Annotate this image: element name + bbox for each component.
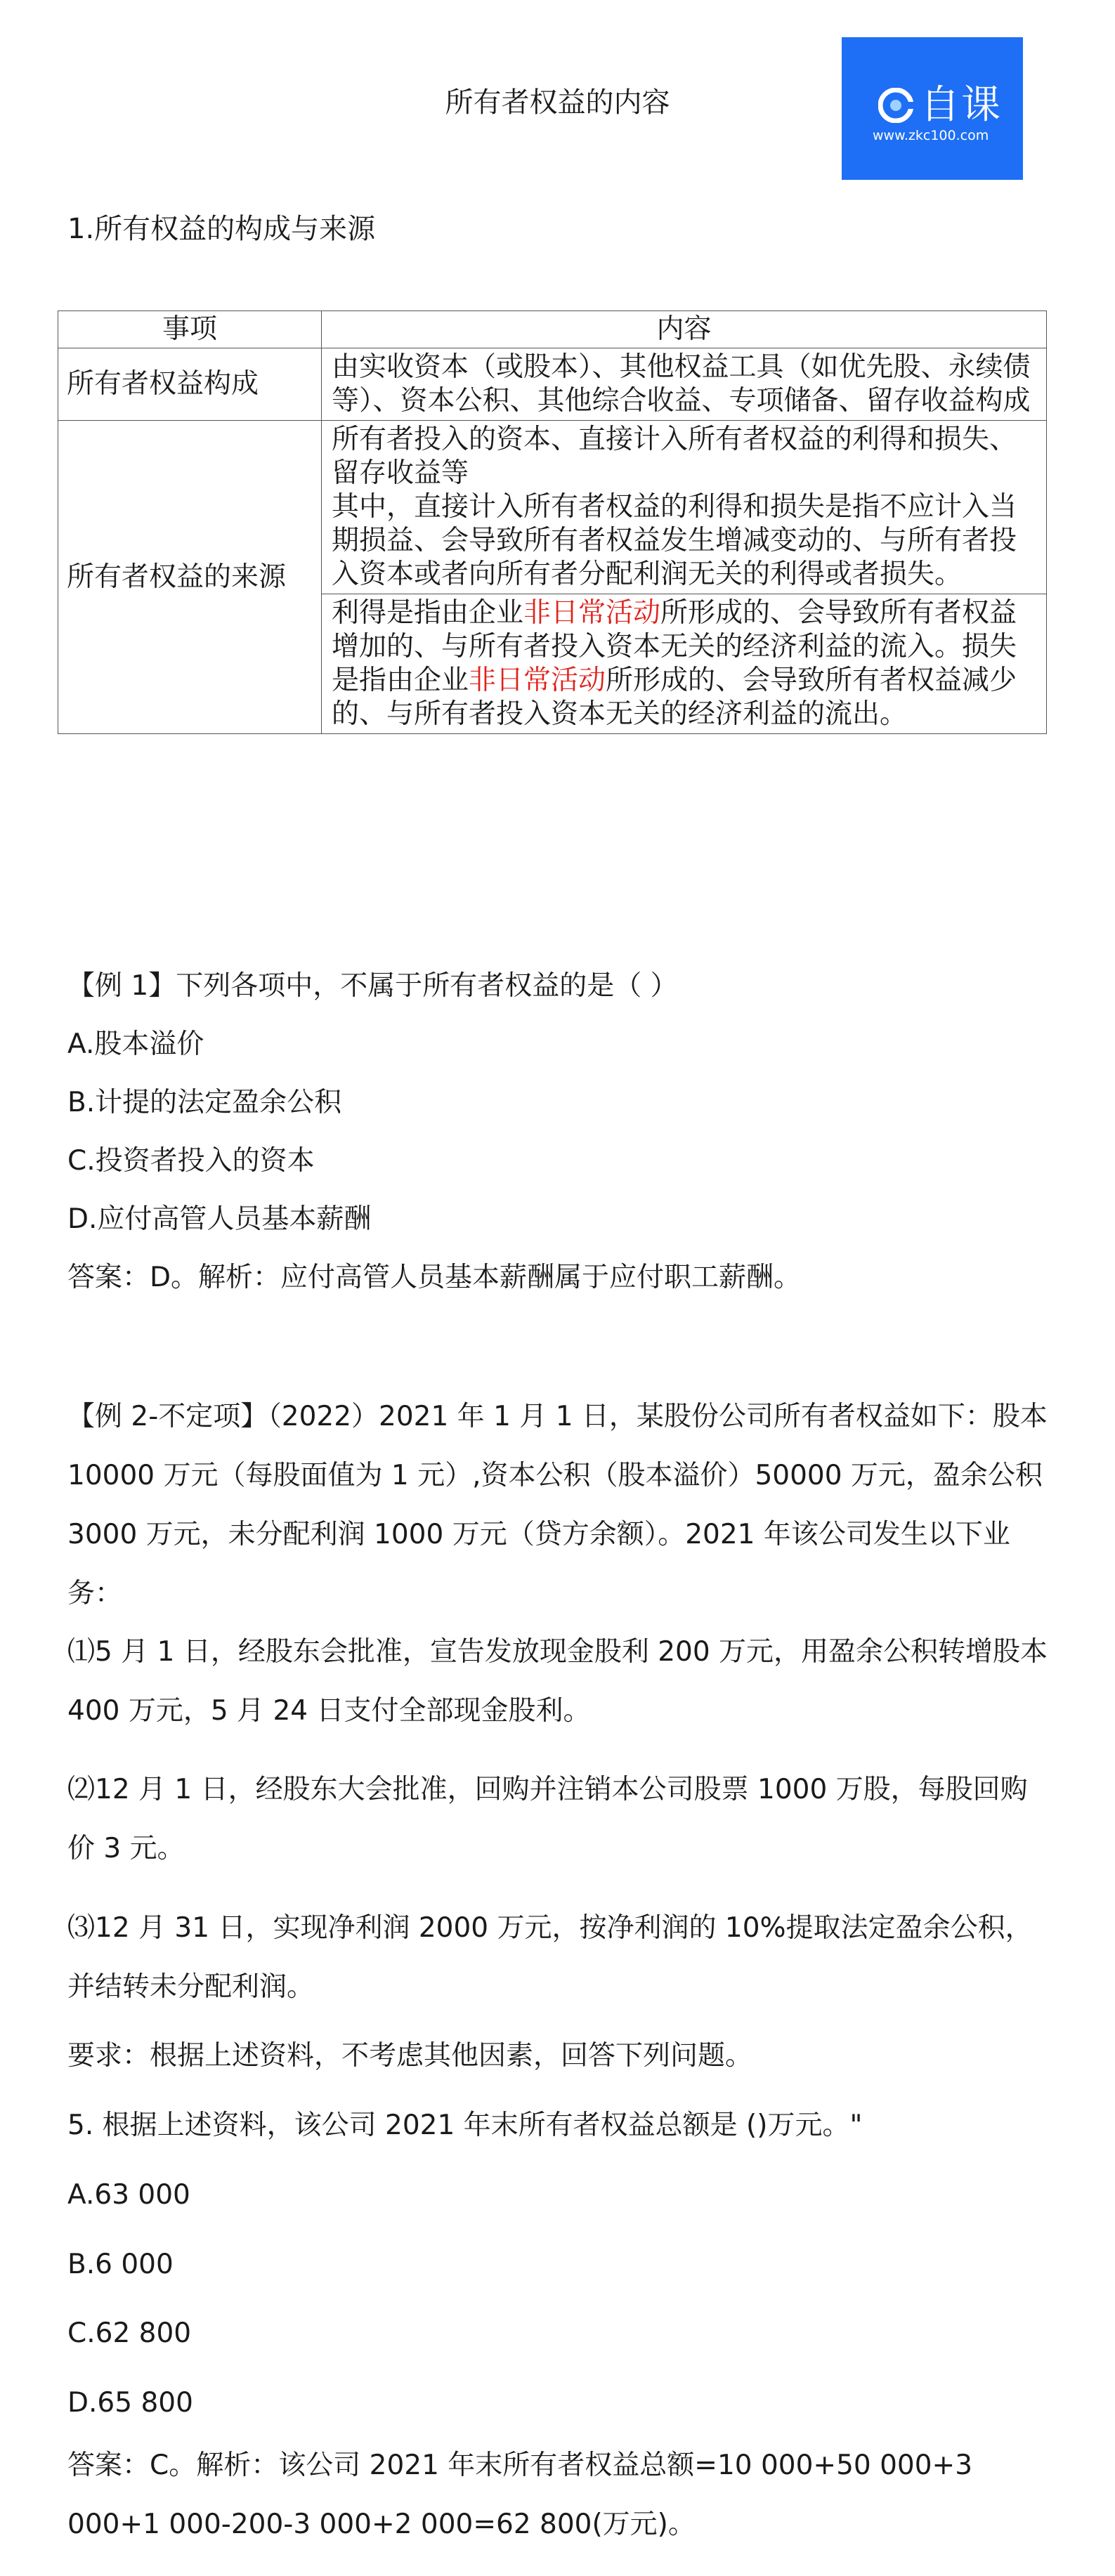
logo-url: www.zkc100.com bbox=[873, 128, 989, 143]
section-heading: 1.所有权益的构成与来源 bbox=[67, 213, 376, 245]
table-cell-content bbox=[322, 594, 1047, 734]
example1-option: C.投资者投入的资本 bbox=[67, 1145, 315, 1177]
example2-option: C.62 800 bbox=[67, 2317, 192, 2349]
logo-mark-icon bbox=[878, 88, 913, 123]
page-title: 所有者权益的内容 bbox=[445, 86, 670, 119]
table-row bbox=[58, 348, 1047, 421]
example2-intro: 【例 2-不定项】（2022）2021 年 1 月 1 日，某股份公司所有者权益如下：股本 10000 万元（每股面值为 1 元）,资本公积（股本溢价）50000 万元，盈余公积 3000 万元，未分配利润 1000 万元（贷方余额）。2021 年该公司发生以下业务： bbox=[67, 1401, 1048, 1609]
example2-option: B.6 000 bbox=[67, 2249, 174, 2280]
highlight-text: 非日常活动 bbox=[523, 597, 661, 629]
logo bbox=[842, 37, 1023, 180]
table-header: 事项 bbox=[58, 311, 322, 348]
content-text: 所形成的、会导致所有者权益增加的、与所有者投入资本无关的经济利益的流入。损失是指由企业 bbox=[332, 597, 1017, 696]
example1-option: A.股本溢价 bbox=[67, 1028, 204, 1060]
table-cell-content: 由实收资本（或股本）、其他权益工具（如优先股、永续债等）、资本公积、其他综合收益、专项储备、留存收益构成 bbox=[322, 348, 1047, 421]
example2-option: D.65 800 bbox=[67, 2387, 193, 2419]
example2-item: ⑶12 月 31 日，实现净利润 2000 万元，按净利润的 10%提取法定盈余公积，并结转未分配利润。 bbox=[67, 1912, 1033, 2003]
example1-answer: 答案：D。解析：应付高管人员基本薪酬属于应付职工薪酬。 bbox=[67, 1262, 802, 1293]
example2-option: A.63 000 bbox=[67, 2179, 190, 2211]
table-cell-content bbox=[322, 421, 1047, 594]
example2-item: ⑴5 月 1 日，经股东会批准，宣告发放现金股利 200 万元，用盈余公积转增股本 400 万元，5 月 24 日支付全部现金股利。 bbox=[67, 1636, 1048, 1727]
content-text: 所形成的、会导致所有者权益减少的、与所有者投入资本无关的经济利益的流出。 bbox=[332, 665, 1017, 730]
example2-item: ⑵12 月 1 日，经股东大会批准，回购并注销本公司股票 1000 万股，每股回购价 3 元。 bbox=[67, 1774, 1028, 1864]
table-row bbox=[58, 421, 1047, 594]
logo-name: 自课 bbox=[920, 82, 1002, 128]
info-table bbox=[58, 310, 1047, 734]
example2-requirement: 要求：根据上述资料，不考虑其他因素，回答下列问题。 bbox=[67, 2040, 753, 2072]
example2-question: 5. 根据上述资料，该公司 2021 年末所有者权益总额是 ()万元。" bbox=[67, 2110, 863, 2141]
table-cell-label: 所有者权益构成 bbox=[58, 348, 322, 421]
table-header: 内容 bbox=[322, 311, 1047, 348]
table-header-row bbox=[58, 311, 1047, 348]
highlight-text: 非日常活动 bbox=[469, 665, 606, 696]
example2-answer: 答案：C。解析：该公司 2021 年末所有者权益总额=10 000+50 000+3 000+1 000-200-3 000+2 000=62 800(万元)。 bbox=[67, 2450, 973, 2540]
example1-option: B.计提的法定盈余公积 bbox=[67, 1087, 342, 1118]
content-text: 利得是指由企业 bbox=[332, 597, 524, 629]
example1-question: 【例 1】下列各项中，不属于所有者权益的是（ ） bbox=[67, 970, 678, 1002]
example1-option: D.应付高管人员基本薪酬 bbox=[67, 1203, 372, 1235]
content-paragraph: 所有者投入的资本、直接计入所有者权益的利得和损失、留存收益等 bbox=[332, 424, 1017, 489]
content-paragraph: 其中，直接计入所有者权益的利得和损失是指不应计入当期损益、会导致所有者权益发生增减变动的、与所有者投入资本或者向所有者分配利润无关的利得或者损失。 bbox=[332, 491, 1017, 590]
table-cell-label: 所有者权益的来源 bbox=[58, 421, 322, 734]
